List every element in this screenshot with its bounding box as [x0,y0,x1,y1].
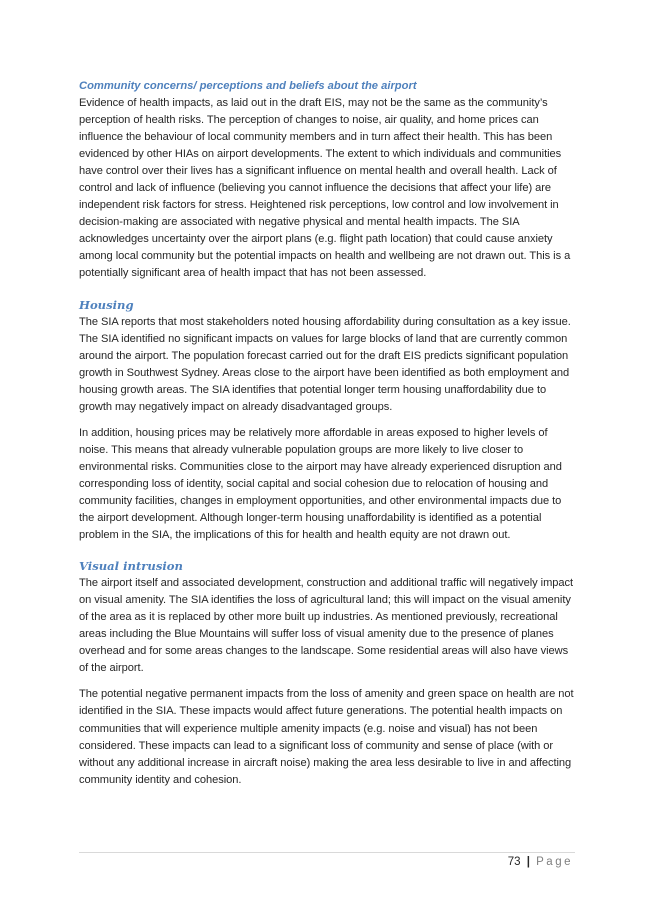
page-number: 73 [507,856,521,868]
paragraph: The SIA reports that most stakeholders noted housing affordability during consultation as a key issue. The SIA identified no significant impacts on values for large blocks of land that are currently common around the airport. The population forecast carried out for the draft EIS predicts significant population growth in Southwest Sydney. Areas close to the airport have been identified as both employment and housing growth areas. The SIA identifies that potential longer term housing unaffordability due to growth may negatively impact on already disadvantaged groups. [79,315,571,413]
paragraph: The airport itself and associated development, construction and additional traffic will negatively impact on visual amenity. The SIA identifies the loss of agricultural land; this will impact on the visual amenity of the area as it is replaced by other more built up industries. As mentioned previously, recreational areas including the Blue Mountains will suffer loss of visual amenity due to the presence of planes overhead and for some areas changes to the landscape. Some residential areas will also have views of the airport. [79,577,574,675]
page-label: Page [536,856,573,868]
section-heading-community-concerns: Community concerns/ perceptions and beliefs about the airport [79,80,417,92]
section-heading-visual-intrusion: Visual intrusion [79,559,183,574]
paragraph: Evidence of health impacts, as laid out in the draft EIS, may not be the same as the community’s perception of health risks. The perception of changes to noise, air quality, and home prices can influence the behaviour of local community members and in turn affect their health. This has been evidenced by other HIAs on airport developments. The extent to which individuals and communities have control over their lives has a significant influence on mental health and overall health. Lack of control and lack of influence (believing you cannot influence the decisions that affect your life) are independent risk factors for stress. Heightened risk perceptions, low control and low involvement in decision-making are associated with negative physical and mental health impacts. The SIA acknowledges uncertainty over the airport plans (e.g. flight path location) that could cause anxiety among local community but the potential impacts on health and wellbeing are not drawn out. This is a potentially significant area of health impact that has not been assessed. [79,97,571,280]
page-footer [508,856,573,868]
paragraph: In addition, housing prices may be relatively more affordable in areas exposed to higher levels of noise. This means that already vulnerable population groups are more likely to live closer to environmental risks. Communities close to the airport may have already experienced disruption and corresponding loss of identity, social capital and social cohesion due to relocation of housing and community facilities, changes in employment opportunities, and other environmental impacts due to the airport development. Although longer-term housing unaffordability is identified as a potential problem in the SIA, the implications of this for health and health equity are not drawn out. [79,426,562,542]
footer-divider [79,852,575,853]
paragraph: The potential negative permanent impacts from the loss of amenity and green space on health are not identified in the SIA. These impacts would affect future generations. The potential health impacts on communities that will experience multiple amenity impacts (e.g. noise and visual) has not been considered. These impacts can lead to a significant loss of community and sense of place (with or without any additional increase in aircraft noise) making the area less desirable to live in and affecting community identity and cohesion. [79,688,574,786]
page-body [79,79,575,798]
footer-separator: | [526,856,530,868]
section-heading-housing: Housing [79,297,134,312]
